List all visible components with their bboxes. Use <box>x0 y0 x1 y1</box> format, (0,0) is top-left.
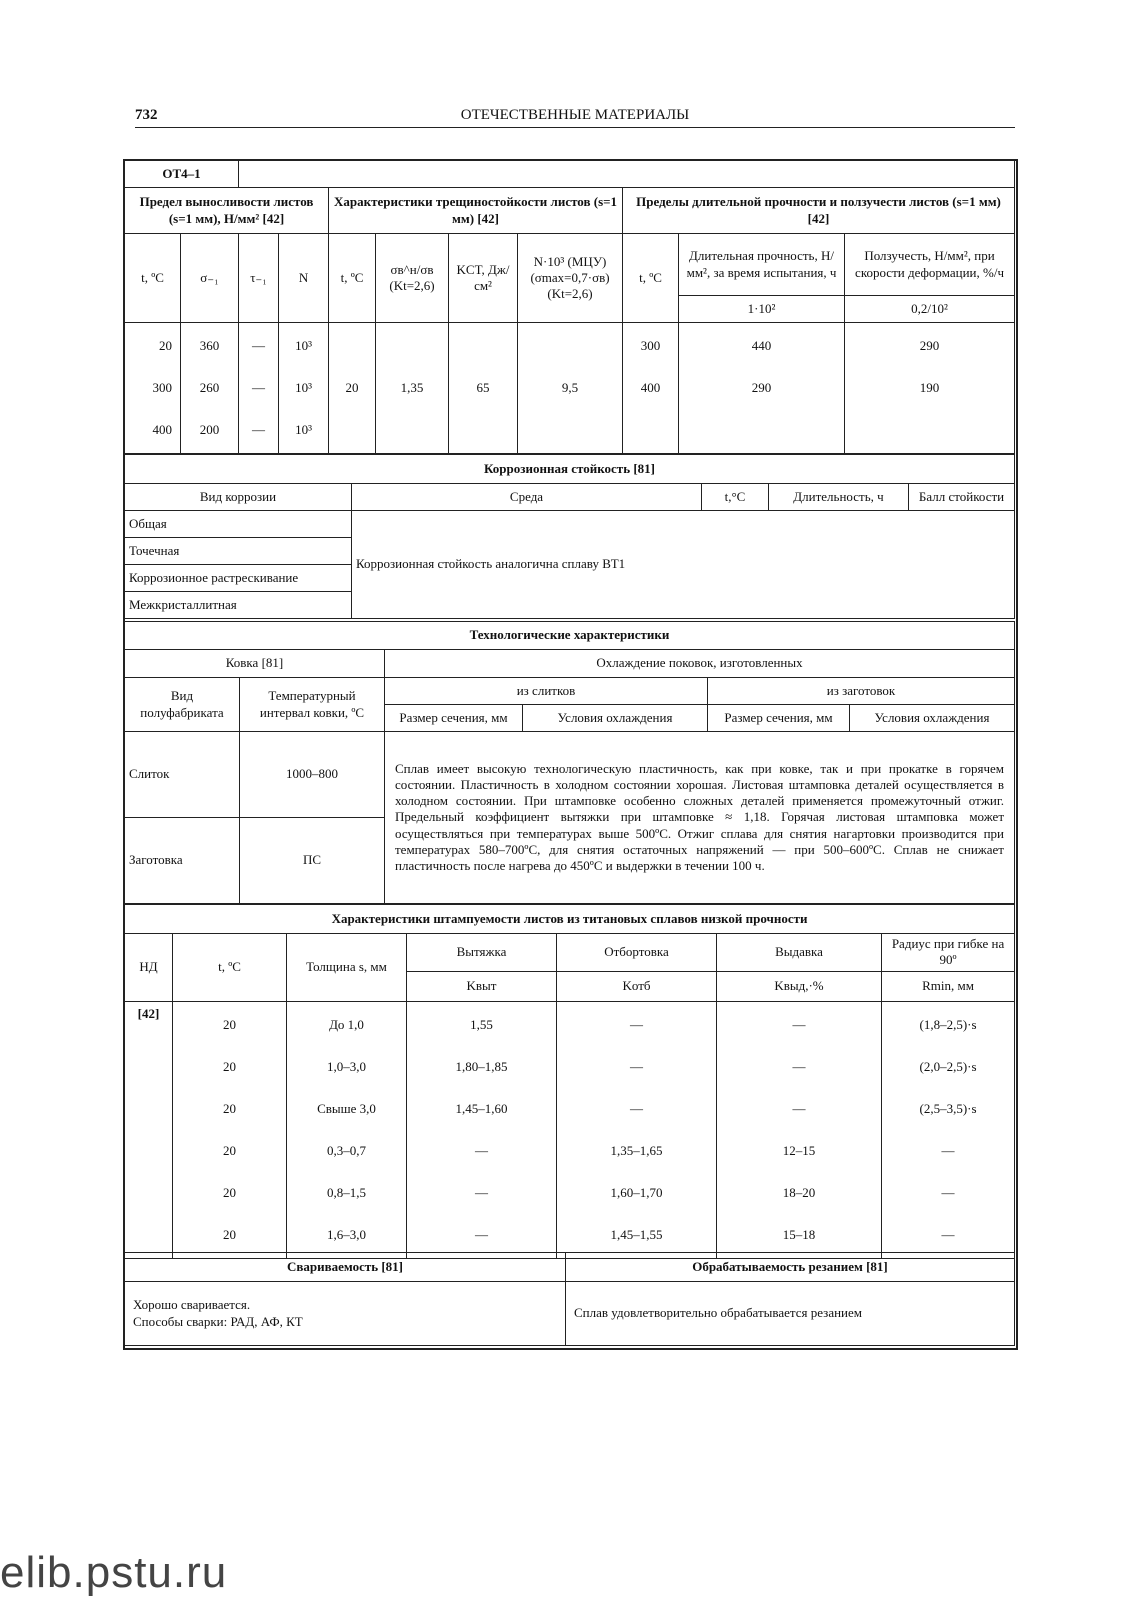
cell: 1,6–3,0 <box>327 1226 366 1242</box>
sub-header: Kотб <box>557 971 717 1001</box>
sub-header: Kвыд,·% <box>717 971 882 1001</box>
cell: — <box>792 1058 806 1074</box>
cell: 20 <box>223 1016 236 1032</box>
cell: — <box>630 1016 643 1032</box>
watermark: elib.pstu.ru <box>0 1548 228 1597</box>
sub-header: 0,2/10² <box>845 296 1015 323</box>
col-header: t, ºC <box>329 234 376 323</box>
semi-product: Заготовка <box>125 818 240 904</box>
cell: (2,5–3,5)·s <box>919 1100 977 1116</box>
cell: 1,0–3,0 <box>327 1058 366 1074</box>
stamping-title: Характеристики штампуемости листов из титановых сплавов низкой прочности <box>125 905 1015 934</box>
cell: — <box>630 1058 643 1074</box>
page-header <box>135 107 1015 128</box>
cell: 15–18 <box>782 1226 816 1242</box>
col-header: σ₋₁ <box>181 234 239 323</box>
cell: (2,0–2,5)·s <box>919 1058 977 1074</box>
col-header: Вид полуфабриката <box>125 678 240 732</box>
col-header: Условия охлаждения <box>523 705 708 732</box>
cell: 20 <box>223 1100 236 1116</box>
cell: 1,80–1,85 <box>455 1058 508 1074</box>
nd-ref: [42] <box>125 1001 173 1258</box>
col-header: τ₋₁ <box>239 234 279 323</box>
col-header: t, ºC <box>173 934 287 1002</box>
welding-machining-table <box>124 1252 1015 1346</box>
cell: — <box>475 1184 488 1200</box>
col-header: Ползучесть, Н/мм², при скорости деформации, %/ч <box>845 234 1015 296</box>
col-header: t, ºC <box>125 234 181 323</box>
cell: — <box>941 1142 955 1158</box>
machining-text: Сплав удовлетворительно обрабатывается резанием <box>566 1282 1015 1346</box>
data-row <box>125 323 1015 454</box>
col-header: Размер сечения, мм <box>708 705 850 732</box>
cell: 290 <box>919 338 940 353</box>
running-title: ОТЕЧЕСТВЕННЫЕ МАТЕРИАЛЫ <box>460 107 690 123</box>
col-header: t,°C <box>702 484 769 511</box>
data-row <box>125 1001 1015 1258</box>
cell: 300 <box>152 380 172 395</box>
fatigue-title: Предел выносливости листов (s=1 мм), Н/мм² [42] <box>125 188 329 234</box>
cell: До 1,0 <box>329 1016 364 1032</box>
cell: 0,3–0,7 <box>327 1142 366 1158</box>
cell: 18–20 <box>782 1184 816 1200</box>
cell: 65 <box>449 323 518 454</box>
machining-title: Обрабатываемость резанием [81] <box>566 1253 1015 1282</box>
col-header: σв^н/σв (Kt=2,6) <box>376 234 449 323</box>
col-header: Отбортовка <box>557 934 717 972</box>
col-header: НД <box>125 934 173 1002</box>
welding-methods: Способы сварки: РАД, АФ, КТ <box>133 1313 303 1329</box>
cell: 400 <box>152 422 172 437</box>
col-header: Среда <box>352 484 702 511</box>
corrosion-type: Точечная <box>125 538 352 565</box>
corrosion-type: Межкристаллитная <box>125 592 352 619</box>
col-header: Размер сечения, мм <box>385 705 523 732</box>
cell: 9,5 <box>518 323 623 454</box>
cell: — <box>792 1016 806 1032</box>
forging-title: Ковка [81] <box>125 650 385 678</box>
cell: 400 <box>640 380 661 395</box>
sub-header: Rmin, мм <box>882 971 1015 1001</box>
cell: — <box>252 422 266 437</box>
col-header: t, ºC <box>623 234 679 323</box>
cell: 440 <box>751 338 772 353</box>
cell: (1,8–2,5)·s <box>919 1016 977 1032</box>
cell: — <box>475 1142 488 1158</box>
cell: 12–15 <box>782 1142 816 1158</box>
cell: 1,35 <box>376 323 449 454</box>
page-number: 732 <box>135 107 158 123</box>
cell: 1,60–1,70 <box>610 1184 663 1200</box>
col-header: Балл стойкости <box>909 484 1015 511</box>
cell: 360 <box>199 338 220 353</box>
cell: 200 <box>199 422 220 437</box>
creep-title: Пределы длительной прочности и ползучести листов (s=1 мм) [42] <box>623 188 1015 234</box>
cell: — <box>630 1100 643 1116</box>
cell: 20 <box>329 323 376 454</box>
cell: — <box>252 380 266 395</box>
mechanical-properties-table <box>124 160 1015 454</box>
cell: — <box>252 338 266 353</box>
cell: 10³ <box>295 380 312 395</box>
col-header: Длительность, ч <box>769 484 909 511</box>
from-ingots: из слитков <box>385 678 708 705</box>
technology-table <box>124 621 1015 904</box>
sub-header: 1·10² <box>679 296 845 323</box>
cell: 1,45–1,60 <box>455 1100 508 1116</box>
cell: 190 <box>919 380 940 395</box>
col-header: Вид коррозии <box>125 484 352 511</box>
cell: 290 <box>751 380 772 395</box>
cell: — <box>941 1226 955 1242</box>
cell: 10³ <box>295 422 312 437</box>
welding-title: Свариваемость [81] <box>125 1253 566 1282</box>
corrosion-table <box>124 454 1015 619</box>
col-header: Вытяжка <box>407 934 557 972</box>
stamping-table <box>124 904 1015 1259</box>
cell: 20 <box>223 1058 236 1074</box>
col-header: Длительная прочность, Н/мм², за время испытания, ч <box>679 234 845 296</box>
tech-description: Сплав имеет высокую технологическую пластичность, как при ковке, так и при прокатке в горячем состоянии. Пластичность в холодном состоянии хорошая. Листовая штамповка деталей осуществляется в холодном состоянии. При штамповке особенно сложных деталей применяется промежуточный отжиг. Предельный коэффициент вытяжки при штамповке ≈ 1,18. Горячая листовая штамповка может осуществляться при температурах выше 500ºC. Отжиг сплава для снятия нагартовки производится при температурах 580–700ºC, для снятия остаточных напряжений — при 500–600ºC. Сплав не снижает пластичность после нагрева до 450ºC и выдержки в течении 100 ч. <box>385 732 1015 904</box>
col-header: Температурный интервал ковки, ºC <box>240 678 385 732</box>
cell: 20 <box>223 1142 236 1158</box>
col-header: N·10³ (МЦУ) (σmax=0,7·σв) (Kt=2,6) <box>518 234 623 323</box>
corrosion-note: Коррозионная стойкость аналогична сплаву ВТ1 <box>352 511 1015 619</box>
cell: — <box>792 1100 806 1116</box>
col-header: Условия охлаждения <box>850 705 1015 732</box>
col-header: Выдавка <box>717 934 882 972</box>
technology-title: Технологические характеристики <box>125 622 1015 650</box>
semi-product: Слиток <box>125 732 240 818</box>
cell: 300 <box>640 338 661 353</box>
material-grade: ОТ4–1 <box>125 161 239 188</box>
forging-range: 1000–800 <box>240 732 385 818</box>
col-header: Радиус при гибке на 90º <box>882 934 1015 972</box>
forging-range: ПС <box>240 818 385 904</box>
corrosion-title: Коррозионная стойкость [81] <box>125 455 1015 484</box>
cell: 1,45–1,55 <box>610 1226 663 1242</box>
cell: — <box>941 1184 955 1200</box>
cell: 1,35–1,65 <box>610 1142 663 1158</box>
welding-text: Хорошо сваривается. <box>133 1297 251 1313</box>
corrosion-type: Коррозионное растрескивание <box>125 565 352 592</box>
cell: — <box>475 1226 488 1242</box>
cell: 10³ <box>295 338 312 353</box>
from-billets: из заготовок <box>708 678 1015 705</box>
crack-title: Характеристики трещиностойкости листов (s=1 мм) [42] <box>329 188 623 234</box>
col-header: KCT, Дж/см² <box>449 234 518 323</box>
cooling-title: Охлаждение поковок, изготовленных <box>385 650 1015 678</box>
sub-header: Kвыт <box>407 971 557 1001</box>
cell: 20 <box>223 1226 236 1242</box>
cell: 1,55 <box>470 1016 493 1032</box>
corrosion-type: Общая <box>125 511 352 538</box>
cell: 0,8–1,5 <box>327 1184 366 1200</box>
cell: 20 <box>159 338 172 353</box>
cell: 20 <box>223 1184 236 1200</box>
col-header: Толщина s, мм <box>287 934 407 1002</box>
cell: 260 <box>199 380 220 395</box>
cell: Свыше 3,0 <box>317 1100 376 1116</box>
col-header: N <box>279 234 329 323</box>
